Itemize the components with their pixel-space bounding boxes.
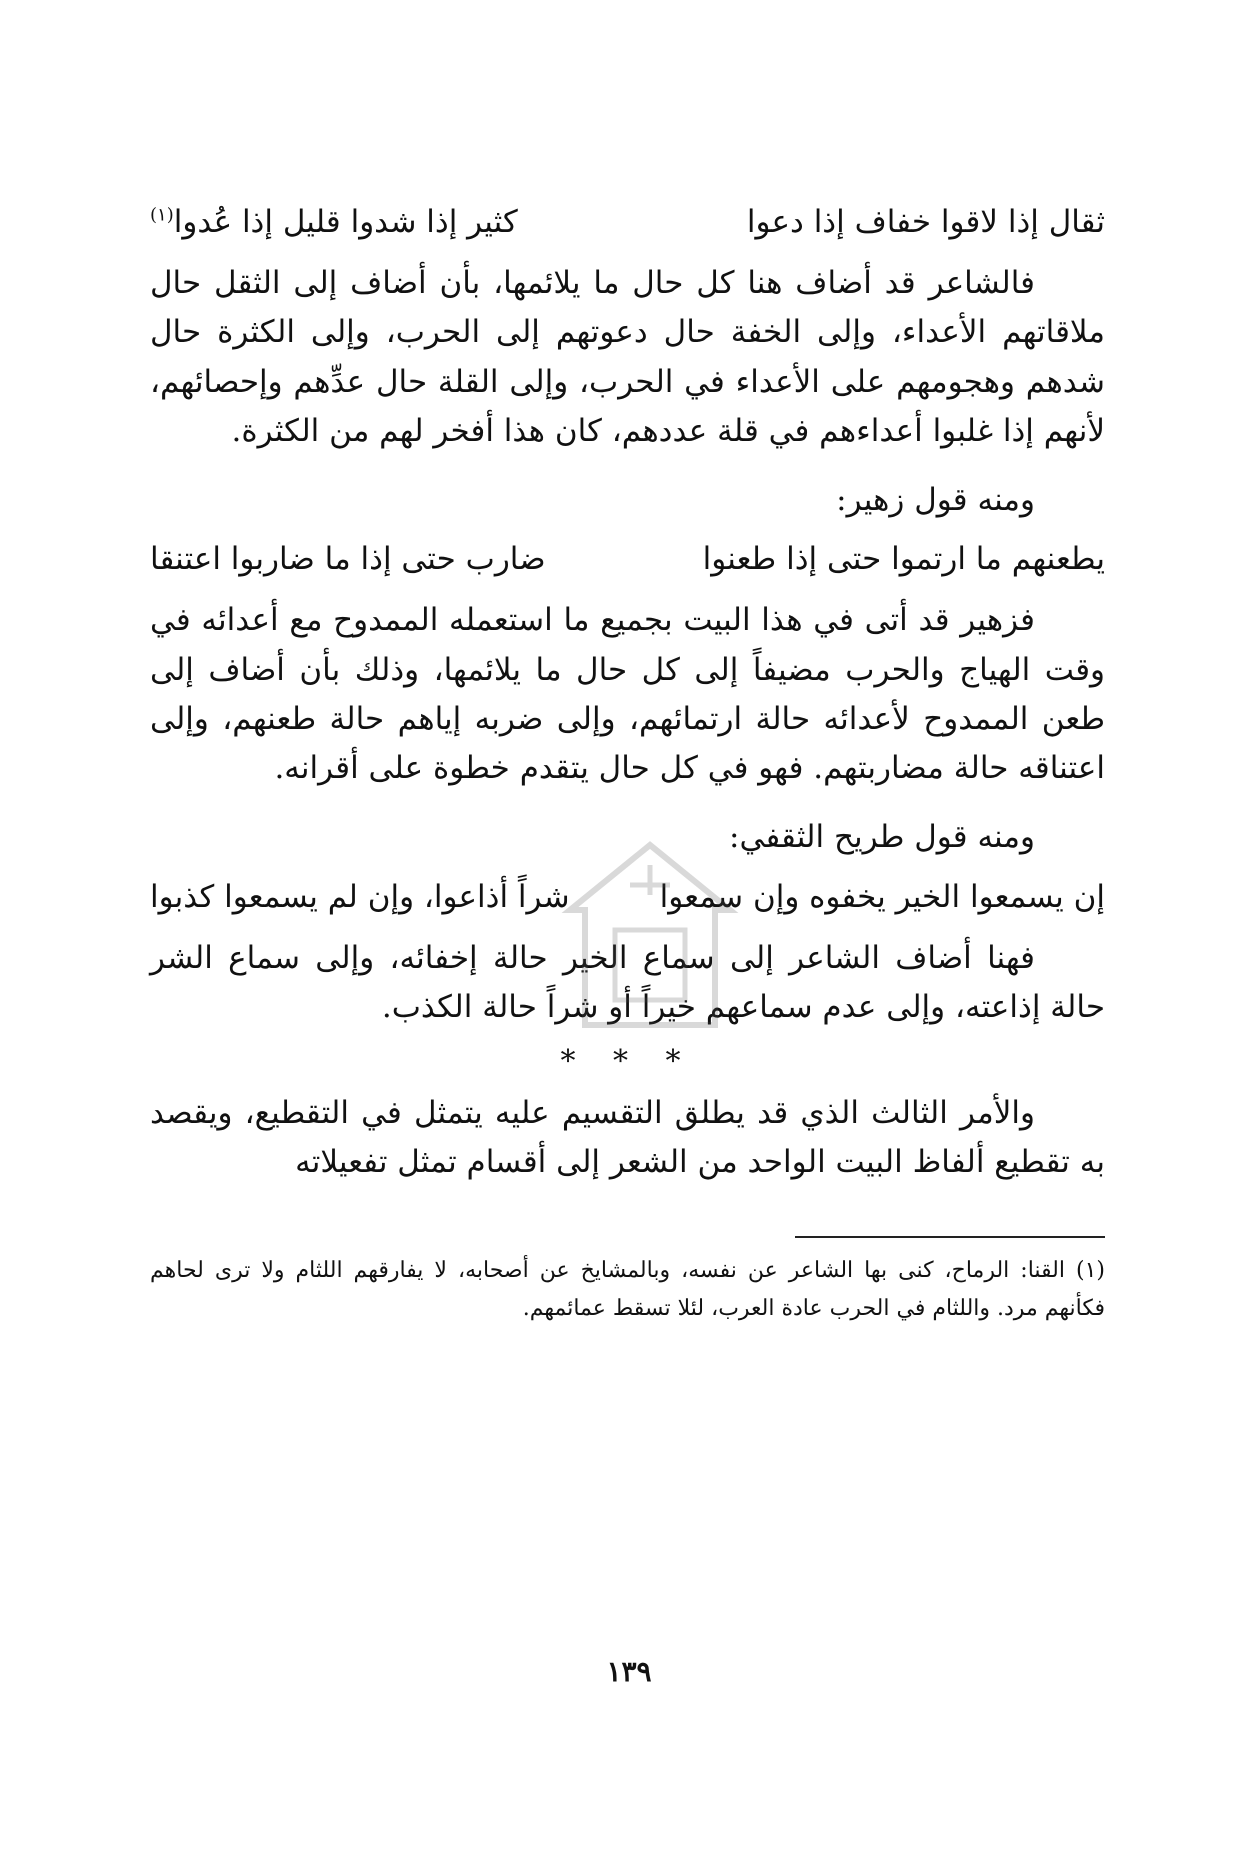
verse-right-hemistich: يطعنهم ما ارتموا حتى إذا طعنوا [702,541,1105,578]
paragraph: فالشاعر قد أضاف هنا كل حال ما يلائمها، بأن أضاف إلى الثقل حال ملاقاتهم الأعداء، وإلى الخفة حال دعوتهم إلى الحرب، وإلى الكثرة حال شدهم وهجومهم على الأعداء في الحرب، وإلى القلة حال عدِّهم وإحصائهم، لأنهم إذا غلبوا أعداءهم في قلة عددهم، كان هذا أفخر لهم من الكثرة. [150,264,1106,449]
verse-right-hemistich: ثقال إذا لاقوا خفاف إذا دعوا [746,204,1105,240]
paragraph: والأمر الثالث الذي قد يطلق التقسيم عليه يتمثل في التقطيع، ويقصد به تقطيع ألفاظ البيت الواحد من الشعر إلى أقسام تمثل تفعيلاته [150,1095,1105,1181]
verse-left-hemistich: ضارب حتى إذا ما ضاربوا اعتنقا [150,541,546,578]
section-separator: * * * [560,1044,695,1080]
paragraph: فزهير قد أتى في هذا البيت بجميع ما استعمله الممدوح مع أعدائه في وقت الهياج والحرب مضيفاً إلى كل حال ما يلائمها، وذلك بأن أضاف إلى طعن الممدوح لأعدائه حالة ارتمائهم، وإلى ضربه إياهم حالة طعنهم، وإلى اعتناقه حالة مضاربتهم. فهو في كل حال يتقدم خطوة على أقرانه. [150,602,1105,787]
paragraph: فهنا أضاف الشاعر إلى سماع الخير حالة إخفائه، وإلى سماع الشر حالة إذاعته، وإلى عدم سماعهم خيراً أو شراً حالة الكذب. [150,939,1105,1025]
footnote-divider [795,1236,1105,1238]
verse-left-hemistich-text: كثير إذا شدوا قليل إذا عُدوا [173,204,518,240]
quote-intro: ومنه قول زهير: [836,482,1035,519]
footnote: (١) القنا: الرماح، كنى بها الشاعر عن نفسه، وبالمشايخ عن أصحابه، لا يفارقهم اللثام ولا ترى لحاهم فكأنهم مرد. واللثام في الحرب عادة العرب، لئلا تسقط عمائمهم. [150,1257,1105,1322]
verse-left-hemistich: شراً أذاعوا، وإن لم يسمعوا كذبوا [150,878,570,915]
quote-intro: ومنه قول طريح الثقفي: [729,819,1035,856]
page-content [150,200,1105,1329]
footnote-marker: (١) [150,204,174,226]
library-seal-watermark-icon [555,835,745,1045]
verse-line [150,200,1105,245]
verse-line [150,537,1105,582]
page-number: ١٣٩ [606,1655,652,1688]
verse-right-hemistich: إن يسمعوا الخير يخفوه وإن سمعوا [659,878,1105,915]
verse-left-hemistich [150,200,518,245]
